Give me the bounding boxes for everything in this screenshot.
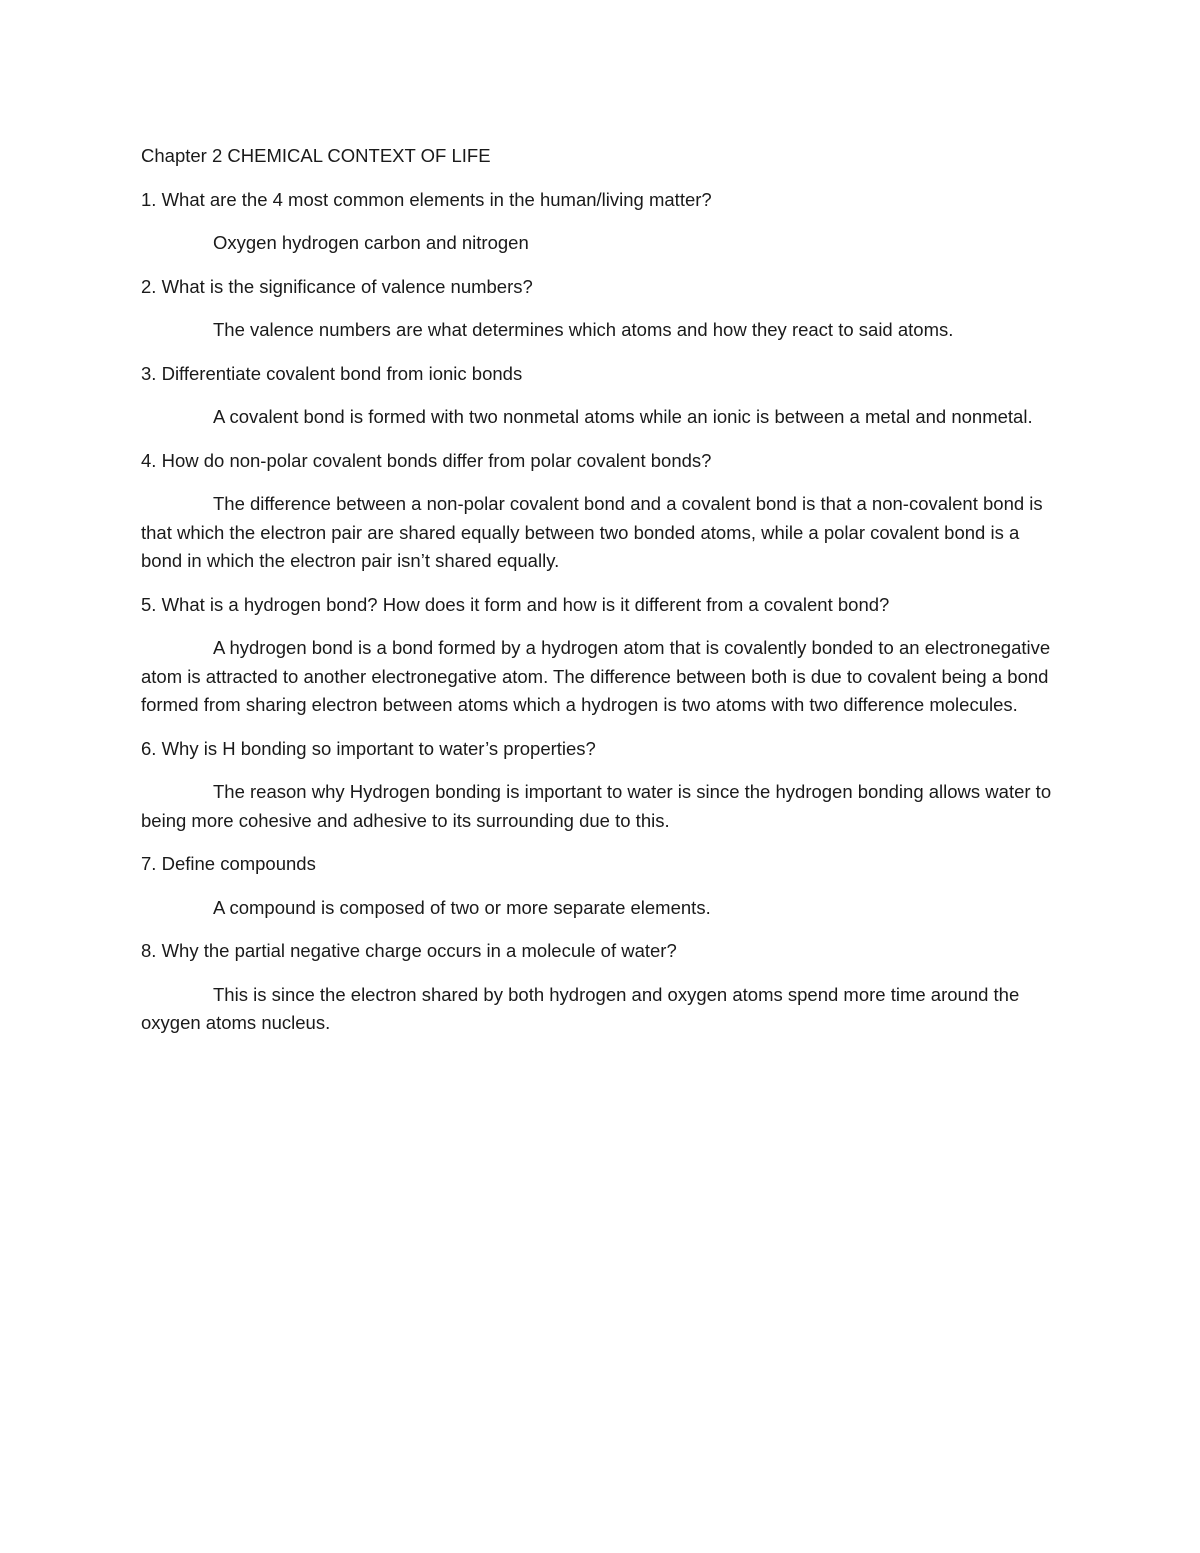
qa-item-3 [141,360,1061,432]
question-text: What are the 4 most common elements in the human/living matter? [161,188,712,210]
answer-5: A hydrogen bond is a bond formed by a hydrogen atom that is covalently bonded to an electronegative atom is attracted to another electronegative atom. The difference between both is due to covalent being a bond formed from sharing electron between atoms which a hydrogen is two atoms with two difference molecules. [141,637,1051,715]
question-number: 6. [141,737,157,759]
question-number: 3. [141,362,157,384]
question-number: 8. [141,940,157,961]
qa-item-1 [141,186,1061,258]
question-4 [141,447,1061,476]
question-7 [141,850,1061,879]
qa-item-2 [141,273,1061,345]
qa-item-6 [141,735,1061,836]
qa-item-8 [141,937,1061,1038]
qa-item-5 [141,591,1061,720]
question-text: What is the significance of valence numbers? [161,275,533,297]
question-1 [141,186,1061,215]
answer-7: A compound is composed of two or more separate elements. [213,896,711,918]
answer-3: A covalent bond is formed with two nonmetal atoms while an ionic is between a metal and nonmetal. [213,406,1033,427]
question-number: 4. [141,449,157,471]
answer-4: The difference between a non-polar covalent bond and a covalent bond is that a non-covalent bond is that which the electron pair are shared equally between two bonded atoms, while a polar covalent bond is a bond in which the electron pair isn’t shared equally. [141,493,1043,571]
answer-1: Oxygen hydrogen carbon and nitrogen [213,232,529,253]
document-title: Chapter 2 CHEMICAL CONTEXT OF LIFE [141,145,491,166]
document-body [141,142,1061,1053]
question-6 [141,735,1061,764]
answer-8: This is since the electron shared by both hydrogen and oxygen atoms spend more time around the oxygen atoms nucleus. [141,983,1020,1033]
question-5 [141,591,1061,620]
question-text: Why is H bonding so important to water’s properties? [161,737,596,759]
question-number: 1. [141,188,157,210]
question-number: 2. [141,275,157,297]
answer-6: The reason why Hydrogen bonding is important to water is since the hydrogen bonding allows water to being more cohesive and adhesive to its surrounding due to this. [141,781,1052,831]
question-text: Define compounds [161,853,316,874]
question-2 [141,273,1061,302]
question-3 [141,360,1061,389]
qa-item-4 [141,447,1061,576]
question-text: What is a hydrogen bond? How does it form and how is it different from a covalent bond? [161,593,890,615]
question-text: Why the partial negative charge occurs in a molecule of water? [161,940,677,961]
question-text: How do non-polar covalent bonds differ from polar covalent bonds? [161,449,712,471]
question-number: 7. [141,853,157,874]
answer-2: The valence numbers are what determines which atoms and how they react to said atoms. [213,319,954,340]
question-number: 5. [141,593,157,615]
question-text: Differentiate covalent bond from ionic bonds [161,362,523,384]
qa-item-7 [141,850,1061,922]
question-8 [141,937,1061,966]
